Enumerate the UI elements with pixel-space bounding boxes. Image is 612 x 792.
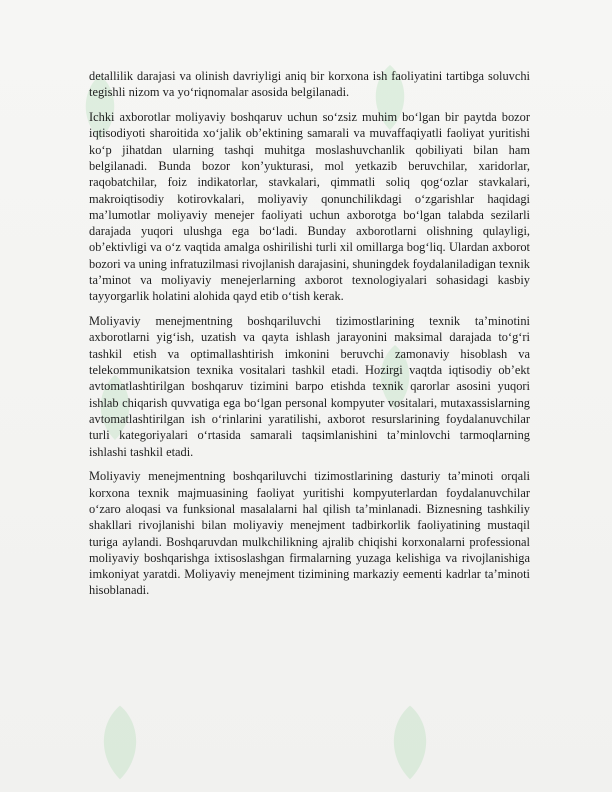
document-body <box>89 68 530 607</box>
paragraph: Moliyaviy menejmentning boshqariluvchi tizimostlarining texnik ta’minotini axborotlarni yig‘ish, uzatish va qayta ishlash jarayonini maksimal darajada to‘g‘ri tashkil etish va optimallashtirish imkonini beruvchi zamonaviy hisoblash va telekommunikatsion texnika vositalari tashkil etadi. Hozirgi vaqtda iqtisodiy ob’ekt avtomatlashtirilgan boshqaruv tizimini barpo etishda texnik qarorlar asosini yuqori ishlab chiqarish quvvatiga ega bo‘lgan personal kompyuter vositalari, mutaxassislarning avtomatlashtirilgan ish o‘rinlarini yaratilishi, axborot resurslarining foydalanuvchilar turli kategoriyalari o‘rtasida samarali taqsimlanishini ta’minlovchi tarmoqlarning ishlashi tashkil etadi. <box>89 314 530 459</box>
watermark-icon <box>375 700 445 785</box>
paragraph: Ichki axborotlar moliyaviy boshqaruv uchun so‘zsiz muhim bo‘lgan bir paytda bozor iqtisodiyoti sharoitida xo‘jalik ob’ektining samarali va muvaffaqiyatli faoliyat yuritishi ko‘p jihatdan ularning tashqi muhitga moslashuvchanlik qobiliyati bilan ham belgilanadi. Bunda bozor kon’yukturasi, mol yetkazib beruvchilar, xaridorlar, raqobatchilar, foiz indikatorlar, stavkalari, qimmatli soliq qog‘ozlar stavkalari, makroiqtisodiy kotirovkalari, moliyaviy qonunchilikdagi o‘zgarishlar haqidagi ma’lumotlar moliyaviy menejer faoliyati uchun axborotga bo‘lgan talabda sezilarli darajada yuqori ulushga ega bo‘ladi. Bunday axborotlarni olishning qulayligi, ob’ektivligi va o‘z vaqtida amalga oshirilishi turli xil omillarga bog‘liq. Ulardan axborot bozori va uning infratuzilmasi rivojlanish darajasini, shuningdek foydalaniladigan texnik ta’minot va moliyaviy menejerlarning axborot texnologiyalari sohasidagi kasbiy tayyorgarlik holatini alohida qayd etib o‘tish kerak. <box>89 110 530 304</box>
watermark-icon <box>85 700 155 785</box>
paragraph: Moliyaviy menejmentning boshqariluvchi tizimostlarining dasturiy ta’minoti orqali korxona texnik majmuasining faoliyat yuritishi kompyuterlardan foydalanuvchilar o‘zaro aloqasi va funksional masalalarni hal qilish ta’minlanadi. Biznesning tashkiliy shakllari rivojlanishi bilan moliyaviy menejment tadbirkorlik faoliyatining mustaqil turiga aylandi. Boshqaruvdan mulkchilikning ajralib chiqishi korxonalarni professional moliyaviy boshqarishga ixtisoslashgan firmalarning yuzaga kelishiga va rivojlanishiga imkoniyat yaratdi. Moliyaviy menejment tizimining markaziy eementi kadrlar ta’minoti hisoblanadi. <box>89 469 530 598</box>
paragraph: detallilik darajasi va olinish davriyligi aniq bir korxona ish faoliyatini tartibga soluvchi tegishli nizom va yo‘riqnomalar asosida belgilanadi. <box>89 69 530 100</box>
